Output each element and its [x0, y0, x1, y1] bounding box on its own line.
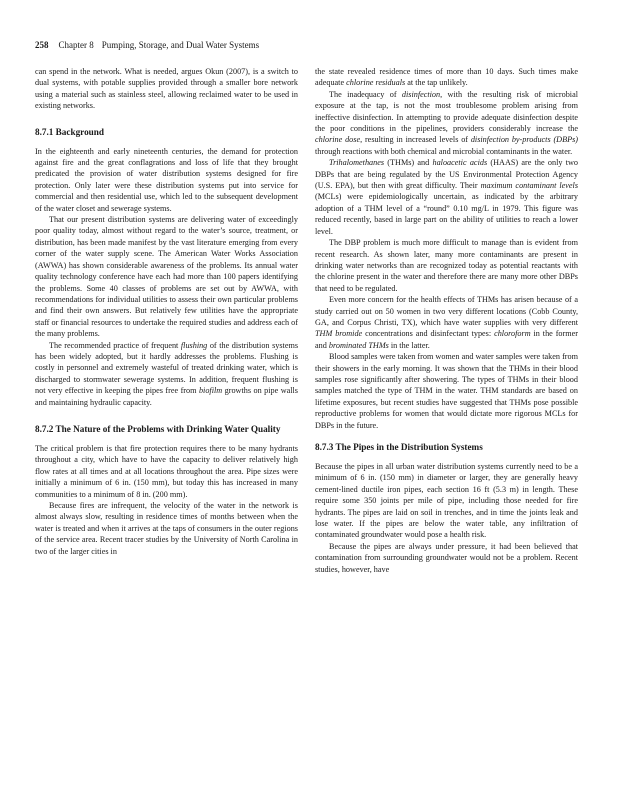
paragraph: That our present distribution systems are delivering water of exceedingly poor quality today, almost without regard to the water’s source, treatment, or distribution, has been made manifest by the vast literature emerging from every corner of the water supply scene. The American Water Works Association (AWWA) has shown considerable awareness of the problems. Its annual water quality technology conference have each had more than 100 papers identifying the problems. Some 40 classes of problems are set out by AWWA, with recommendations for individual utilities to assess their own particular problems and find their own answers. But relatively few utilities have the appropriate staff or financial resources to undertake the required studies and address each of the many problems.: [35, 215, 298, 339]
emphasis-term: haloacetic acids: [432, 158, 488, 168]
text-run: in the latter.: [388, 340, 430, 350]
paragraph: The critical problem is that fire protection requires there to be many hydrants throughout a city, which have to have the capacity to deliver relatively high flow rates at all times and at all locations throughout the area. Pipe sizes were initially a minimum of 6 in. (150 mm), but today this has increased in many communities to a minimum of 8 in. (200 mm).: [35, 443, 298, 499]
text-run: Even more concern for the health effects of THMs has arisen because of a study carried out on 50 women in two very different locations (Cobb County, GA, and Corpus Christi, TX), which have water supplies with very different: [315, 295, 578, 327]
paragraph: Because the pipes are always under pressure, it had been believed that contamination from surrounding groundwater would not be a problem. Recent studies, however, have: [315, 541, 578, 574]
paragraph: Because fires are infrequent, the velocity of the water in the network is almost always slow, resulting in residence times of months between when the water is treated and when it arrives at the taps of consumers in the outer regions of the service area. Recent tracer studies by the University of North Carolina in two of the larger cities in: [35, 501, 298, 556]
text-run: concentrations and disinfectant types:: [362, 329, 495, 339]
text-run: of the distribution systems has been widely adopted, but it hardly addresses the problems. Flushing is costly in personnel and extremely wasteful of treated drinking water, which is discharged to stormwater sewerage systems. In addition, frequent flushing is not very effective in keeping the pipes free from: [35, 340, 299, 396]
text-run: The recommended practice of frequent: [49, 340, 181, 350]
chapter-label: Chapter 8: [58, 40, 94, 50]
text-run: growths on pipe walls and maintaining hydraulic capacity.: [35, 386, 298, 407]
right-column: [315, 66, 578, 575]
left-column: [35, 66, 298, 557]
text-run: the state revealed residence times of more than 10 days. Such times make adequate: [315, 67, 578, 88]
section-heading-8-7-3: 8.7.3 The Pipes in the Distribution Systems: [315, 442, 483, 452]
emphasis-term: disinfection by-products (DBPs): [470, 135, 578, 145]
emphasis-term: brominated THMs: [328, 340, 389, 350]
paragraph: The DBP problem is much more difficult to manage than is evident from recent research. As shown later, many more contaminants are present in drinking water networks than are recognized today as potential reactants with the chlorine present in the water and therefore there are many more other DBPs that need to be regulated.: [315, 238, 578, 293]
paragraph: can spend in the network. What is needed, argues Okun (2007), is a switch to dual systems, with potable supplies provided through a smaller bore network using a material such as stainless steel, allowing reclaimed water to be used in existing networks.: [35, 67, 298, 111]
emphasis-term: flushing: [180, 340, 208, 350]
text-run: (THMs) and: [384, 158, 433, 168]
running-header: [35, 38, 595, 52]
section-heading-8-7-1: 8.7.1 Background: [35, 126, 105, 137]
text-run: (HAAS) are the only two DBPs that are being regulated by the US Environmental Protection Agency (U.S. EPA), but then with great difficulty. Their: [315, 158, 579, 191]
paragraph: [315, 294, 578, 351]
text-run: at the tap unlikely.: [405, 78, 468, 88]
paragraph: [315, 89, 578, 157]
text-run: through reactions with both chemical and microbial contaminants in the water.: [315, 146, 573, 156]
emphasis-term: maximum contaminant levels: [480, 181, 578, 191]
text-run: , with the resulting risk of microbial exposure at the tap, is not the most troublesome problem arising from ineffective disinfection. In attempting to provide adequate disinfection despite the poor conditions in the pipelines, providers considerably increase the: [315, 89, 578, 134]
section-heading-8-7-2: 8.7.2 The Nature of the Problems with Drinking Water Quality: [35, 423, 281, 434]
emphasis-term: chlorine dose: [315, 135, 361, 145]
paragraph: In the eighteenth and early nineteenth centuries, the demand for protection against fire and the great conflagrations and loss of life that they brought predicated the provision of water distribution systems designed for fire protection. Only later were these distribution systems put into service for commercial and then residential use, which led to the subsequent development of the water closet and sewerage systems.: [35, 146, 298, 213]
emphasis-term: THM bromide: [315, 329, 363, 339]
emphasis-term: chloroform: [494, 329, 531, 339]
emphasis-term: biofilm: [198, 386, 223, 396]
text-run: (MCLs) were epidemiologically uncertain, as indicated by the arbitrary adoption of a THM level of a “round” 0.10 mg/L in 1979. This figure was reduced recently, based in large part on the ability of utilities to reach a lower level.: [315, 192, 578, 236]
chapter-title: Pumping, Storage, and Dual Water Systems: [101, 40, 260, 50]
paragraph: Blood samples were taken from women and water samples were taken from their showers in the early morning. It was shown that the THMs in their blood samples rose significantly after showering. The types of THMs in their blood samples matched the type of THM in the water. THM standards are based on lifetime exposures, but recent studies have suggested that THMs pose possible reproductive problems for women that would dictate more rigorous MCLs for DBPs in the future.: [315, 352, 578, 430]
paragraph: Because the pipes in all urban water distribution systems currently need to be a minimum of 6 in. (150 mm) in diameter or larger, they are generally heavy cement-lined ductile iron pipes, each section 16 ft (5.3 m) in length. These require some 350 joints per mile of pipe, including those needed for fire hydrants. The pipes are laid on soil in trenches, and in time the joints leak and lose water. If the pipes are below the water table, any infiltration of contaminated groundwater would pose a health risk.: [315, 462, 578, 540]
text-run: , resulting in increased levels of: [360, 135, 471, 145]
paragraph: [35, 340, 298, 408]
emphasis-term: Trihalomethanes: [329, 158, 385, 168]
text-run: The inadequacy of: [329, 89, 402, 99]
paragraph: [315, 66, 578, 89]
page-number: 258: [35, 40, 49, 50]
paragraph: [315, 157, 578, 237]
emphasis-term: disinfection: [401, 89, 441, 99]
text-run: in the former and: [315, 329, 578, 350]
emphasis-term: chlorine residuals: [346, 78, 406, 88]
